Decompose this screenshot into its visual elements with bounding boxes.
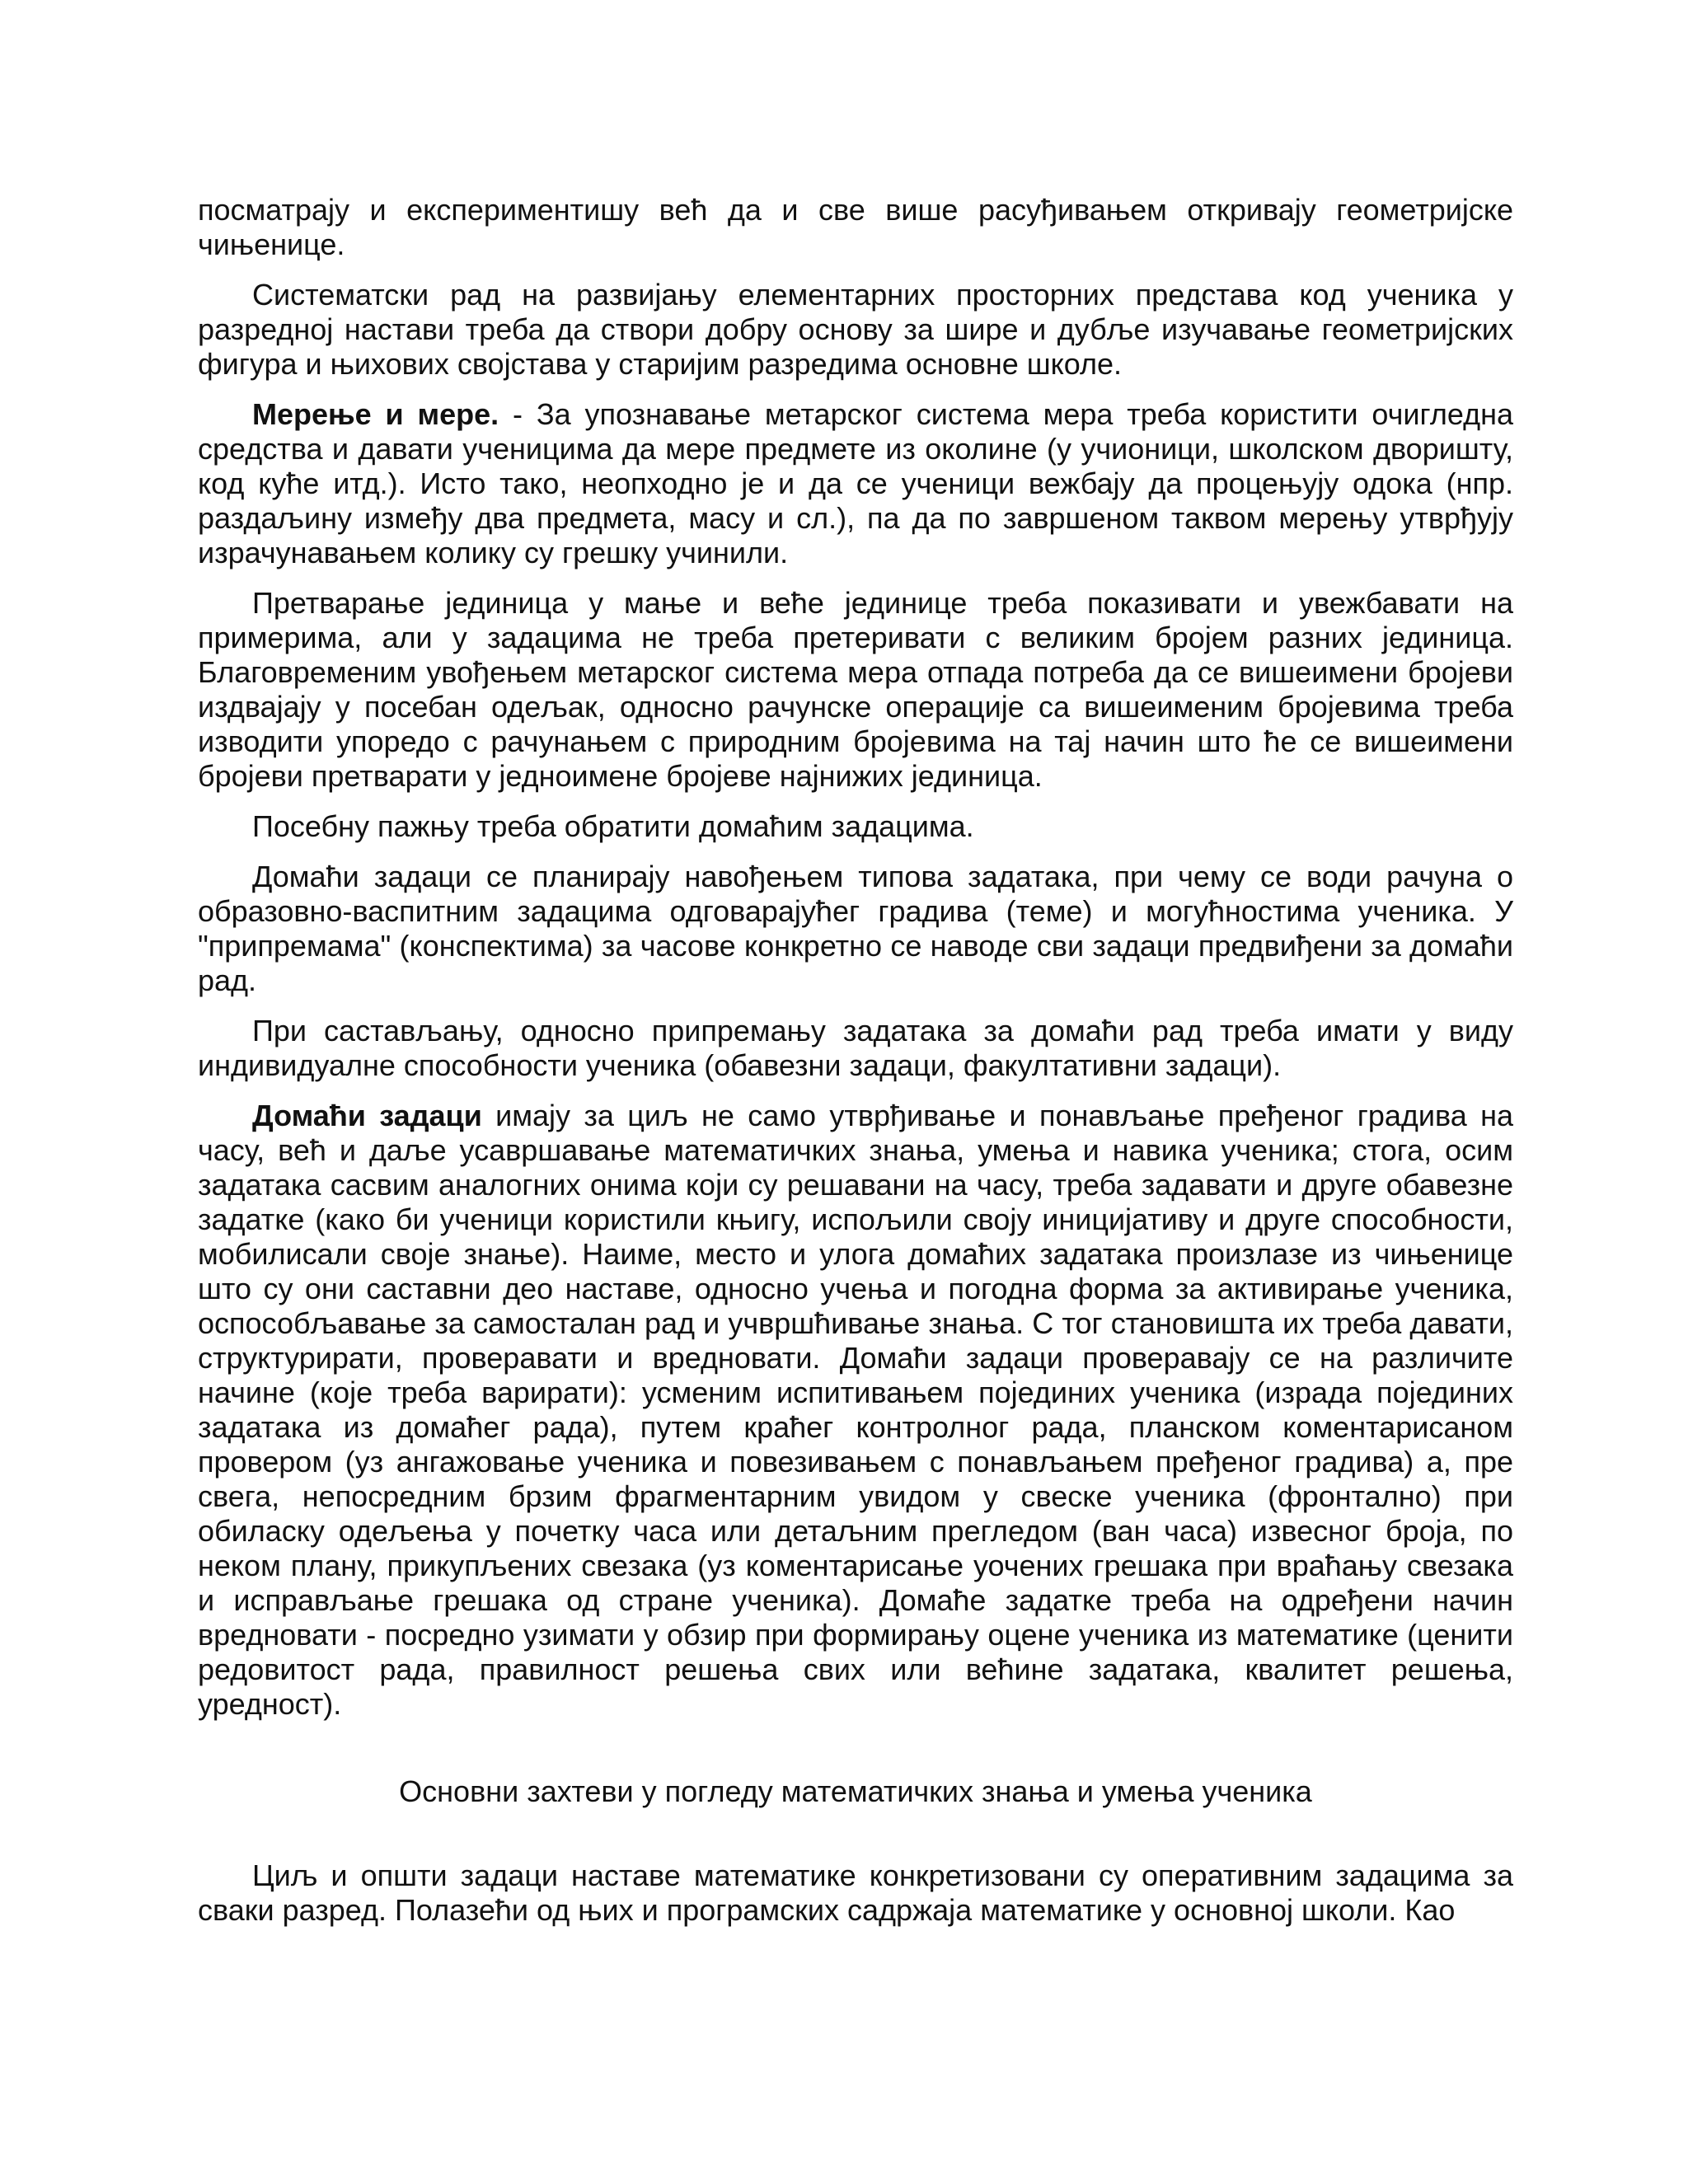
paragraph-homework-goals (198, 1099, 1513, 1722)
paragraph-homework-attention (198, 809, 1513, 844)
paragraph-lead-bold: Домаћи задаци (252, 1099, 482, 1132)
paragraph-text: имају за циљ не само утврђивање и понављање пређеног градива на часу, већ и даље усавршавање математичких знања, умења и навика ученика; стога, осим задатака сасвим аналогних онима који су решавани на часу, треба задавати и друге обавезне задатке (како би ученици користили књигу, испољили своју иницијативу и друге способности, мобилисали своје знање). Наиме, место и улога домаћих задатака произлазе из чињенице што су они саставни део наставе, односно учења и погодна форма за активирање ученика, оспособљавање за самосталан рад и учвршћивање знања. С тог становишта их треба давати, структурирати, проверавати и вредновати. Домаћи задаци проверавају се на различите начине (које треба варирати): усменим испитивањем појединих ученика (израда појединих задатака из домаћег рада), путем краћег контролног рада, планском коментарисаном провером (уз ангажовање ученика и повезивањем с понављањем пређеног градива) а, пре свега, непосредним брзим фрагментарним увидом у свеске ученика (фронтално) при обиласку одељења у почетку часа или детаљним прегледом (ван часа) извесног броја, по неком плану, прикупљених свезака (уз коментарисање уочених грешака при враћању свезака и исправљање грешака од стране ученика). Домаће задатке треба на одређени начин вредновати - посредно узимати у обзир при формирању оцене ученика из математике (ценити редовитост рада, правилност решења свих или већине задатака, квалитет решења, уредност). (198, 1099, 1513, 1721)
paragraph-homework-preparation (198, 1014, 1513, 1083)
paragraph-text: При састављању, односно припремању задатака за домаћи рад треба имати у виду индивидуалне способности ученика (обавезни задаци, факултативни задаци). (198, 1014, 1513, 1082)
paragraph-goals-tasks (198, 1858, 1513, 1928)
paragraph-text: Посебну пажњу треба обратити домаћим задацима. (252, 809, 974, 843)
paragraph-geometry-continuation (198, 193, 1513, 262)
paragraph-text: Домаћи задаци се планирају навођењем типова задатака, при чему се води рачуна о образовно-васпитним задацима одговарајућег градива (теме) и могућностима ученика. У "припремама" (конспектима) за часове конкретно се наводе сви задаци предвиђени за домаћи рад. (198, 860, 1513, 997)
paragraph-spatial-representations (198, 278, 1513, 382)
paragraph-unit-conversion (198, 586, 1513, 794)
document-page (198, 193, 1513, 1943)
paragraph-text: Циљ и општи задаци наставе математике конкретизовани су оперативним задацима за сваки разред. Полазећи од њих и програмских садржаја математике у основној школи. Као (198, 1858, 1513, 1927)
paragraph-text: Претварање јединица у мање и веће јединице треба показивати и увежбавати на примерима, али у задацима не треба претеривати с великим бројем разних јединица. Благовременим увођењем метарског система мера отпада потреба да се вишеимени бројеви издвајају у посебан одељак, односно рачунске операције са вишеименим бројевима треба изводити упоредо с рачунањем с природним бројевима на тај начин што ће се вишеимени бројеви претварати у једноимене бројеве најнижих јединица. (198, 586, 1513, 793)
paragraph-text: - За упознавање метарског система мера треба користити очигледна средства и давати ученицима да мере предмете из околине (у учионици, школском дворишту, код куће итд.). Исто тако, неопходно је и да се ученици вежбају да процењују одока (нпр. раздаљину између два предмета, масу и сл.), па да по завршеном таквом мерењу утврђују израчунавањем колику су грешку учинили. (198, 397, 1514, 569)
section-heading: Основни захтеви у погледу математичких знања и умења ученика (399, 1774, 1312, 1808)
paragraph-homework-planning (198, 860, 1513, 998)
paragraph-text: посматрају и експериментишу већ да и све више расуђивањем откривају геометријске чињенице. (198, 193, 1513, 261)
paragraph-measurement (198, 397, 1513, 570)
paragraph-text: Систематски рад на развијању елементарних просторних представа код ученика у разредној настави треба да створи добру основу за шире и дубље изучавање геометријских фигура и њихових својстава у старијим разредима основне школе. (198, 278, 1513, 381)
paragraph-lead-bold: Мерење и мере. (252, 397, 499, 431)
